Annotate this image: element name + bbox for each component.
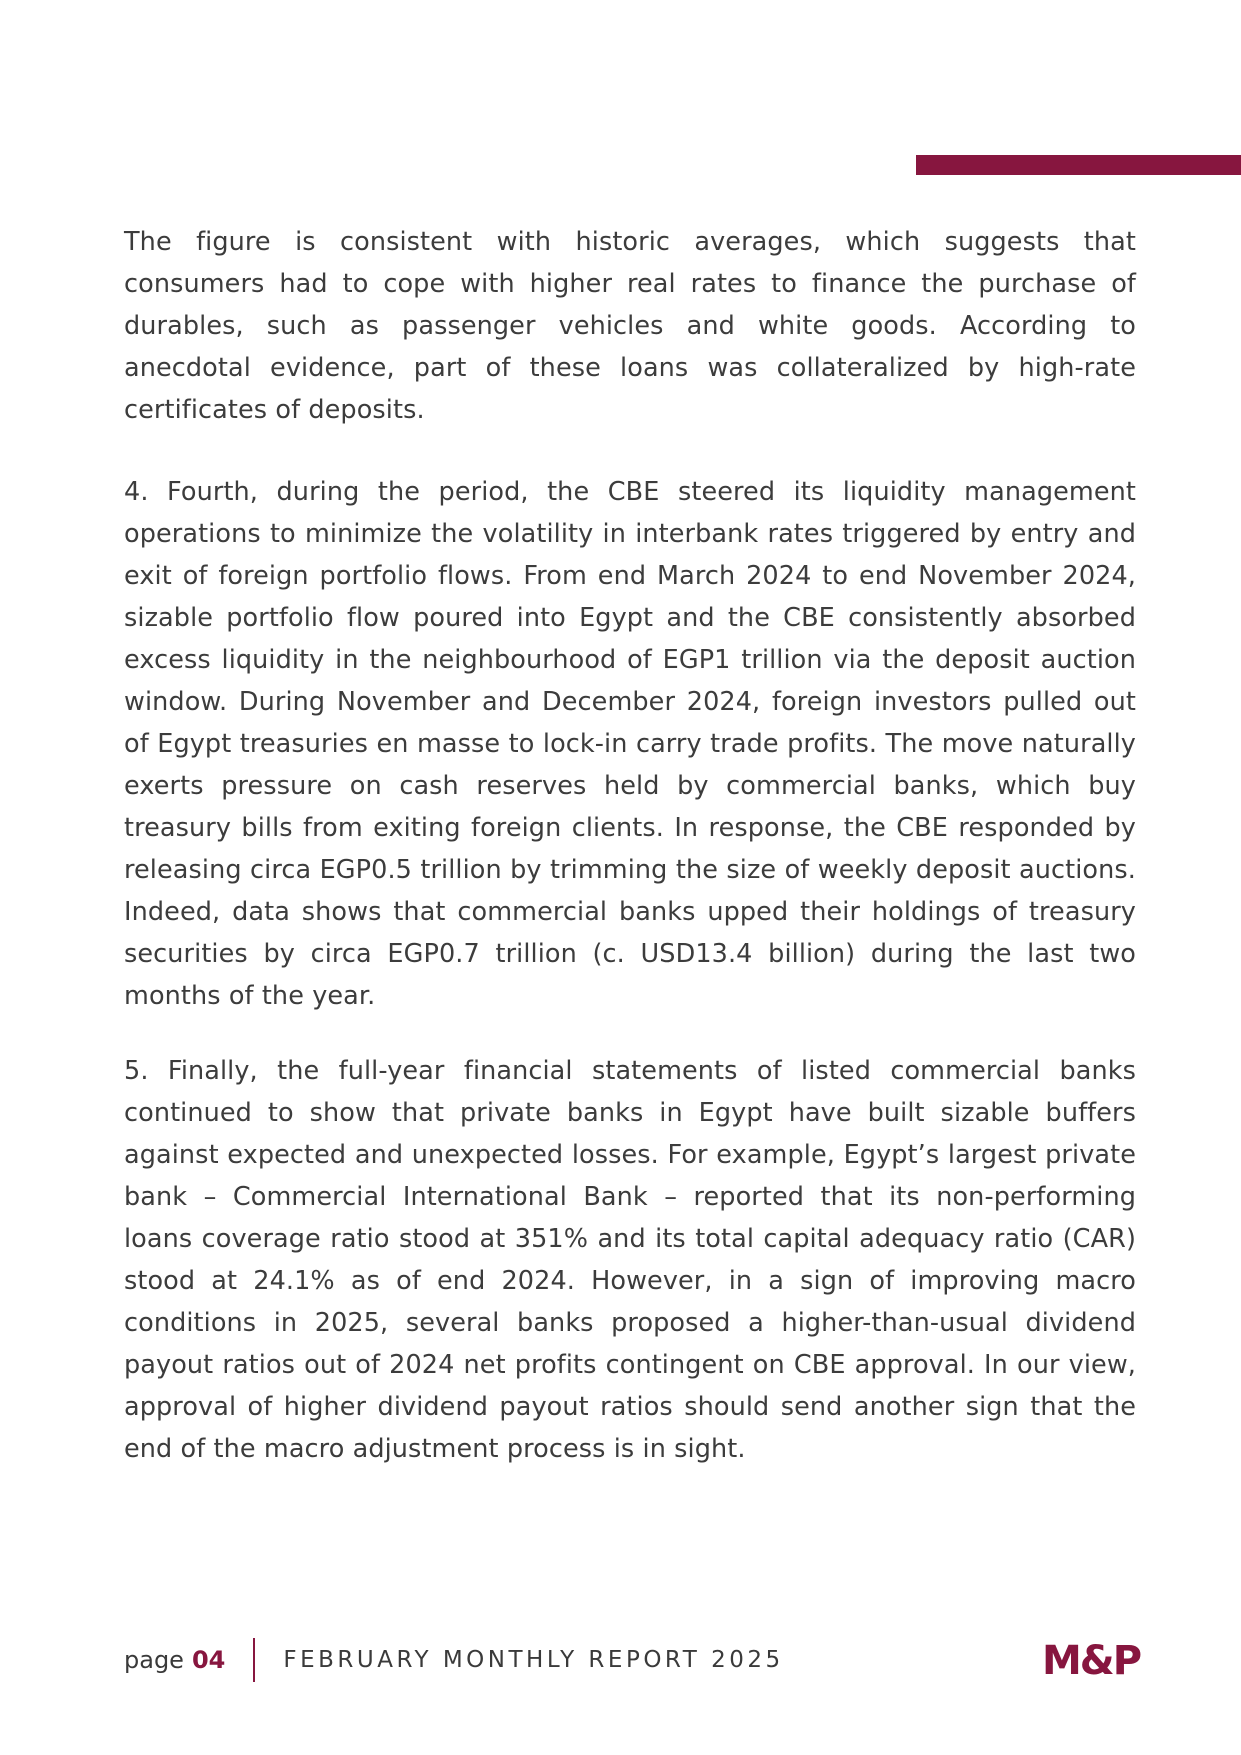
mp-logo [1042, 1640, 1192, 1680]
page-number: 04 [191, 1646, 226, 1674]
page-label: page [124, 1646, 184, 1674]
main-content [124, 221, 1136, 1470]
report-title: FEBRUARY MONTHLY REPORT 2025 [283, 1647, 784, 1673]
logo-text: M&P [1042, 1640, 1141, 1680]
paragraph-bank-statements: 5. Finally, the full-year financial statements of listed commercial banks continued to show that private banks in Egypt have built sizable buffers against expected and unexpected losses. For example, Egypt’s largest private bank – Commercial International Bank – reported that its non-performing loans coverage ratio stood at 351% and its total capital adequacy ratio (CAR) stood at 24.1% as of end 2024. However, in a sign of improving macro conditions in 2025, several banks proposed a higher-than-usual dividend payout ratios out of 2024 net profits contingent on CBE approval. In our view, approval of higher dividend payout ratios should send another sign that the end of the macro adjustment process is in sight. [124, 1056, 1136, 1464]
paragraph-historic-averages: The figure is consistent with historic averages, which suggests that consumers had to cope with higher real rates to finance the purchase of durables, such as passenger vehicles and white goods. According to anecdotal evidence, part of these loans was collateralized by high-rate certificates of deposits. [124, 227, 1136, 425]
paragraph-liquidity-management: 4. Fourth, during the period, the CBE steered its liquidity management operations to minimize the volatility in interbank rates triggered by entry and exit of foreign portfolio flows. From end March 2024 to end November 2024, sizable portfolio flow poured into Egypt and the CBE consistently absorbed excess liquidity in the neighbourhood of EGP1 trillion via the deposit auction window. During November and December 2024, foreign investors pulled out of Egypt treasuries en masse to lock-in carry trade profits. The move naturally exerts pressure on cash reserves held by commercial banks, which buy treasury bills from exiting foreign clients. In response, the CBE responded by releasing circa EGP0.5 trillion by trimming the size of weekly deposit auctions. Indeed, data shows that commercial banks upped their holdings of treasury securities by circa EGP0.7 trillion (c. USD13.4 billion) during the last two months of the year. [124, 477, 1136, 1011]
footer-divider [253, 1638, 255, 1682]
header-accent-bar [916, 155, 1241, 175]
page-footer [124, 1636, 1124, 1684]
